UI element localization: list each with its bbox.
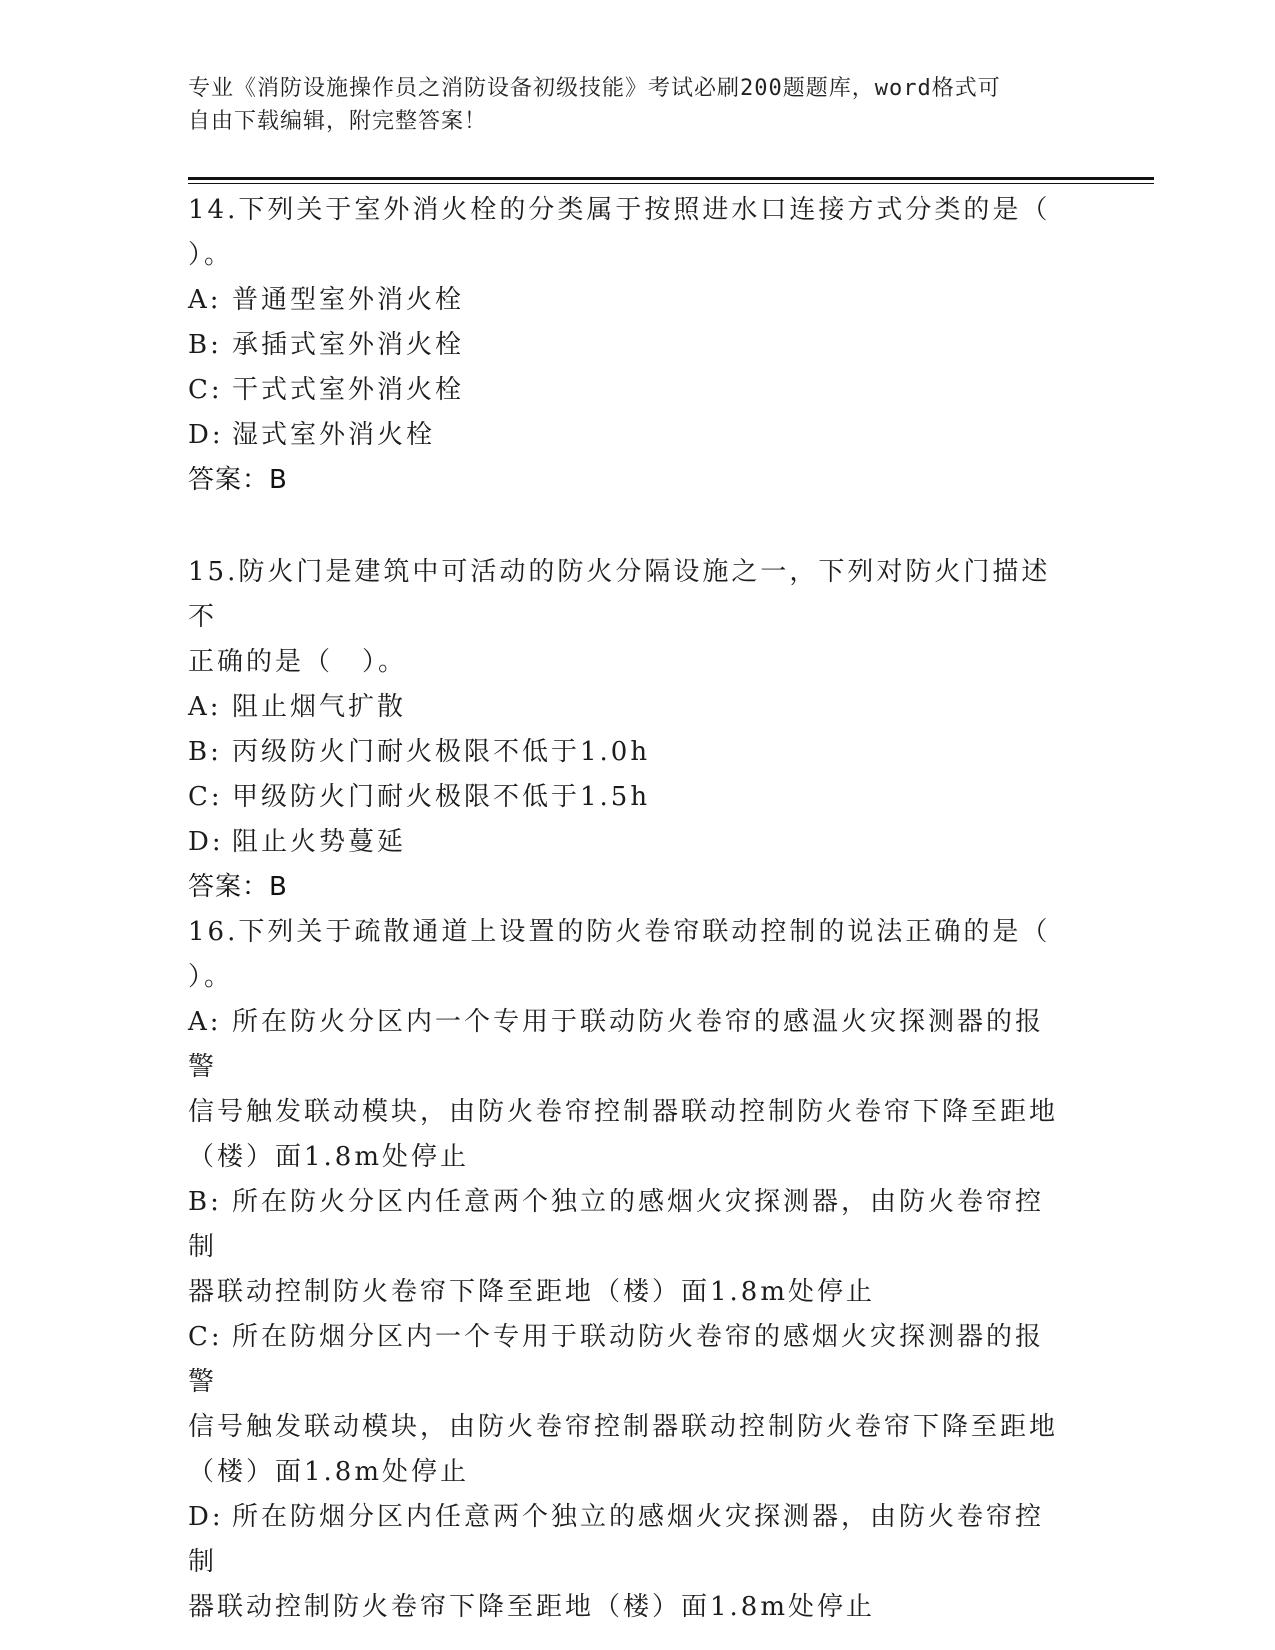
header-divider-thick	[188, 177, 1154, 180]
option-c-continuation: （楼）面1.8m处停止	[188, 1457, 470, 1487]
option-text: 阻止火势蔓延	[232, 827, 407, 857]
option-c	[188, 775, 1068, 820]
question-15	[188, 550, 1068, 910]
option-text: 湿式室外消火栓	[232, 420, 436, 450]
question-stem-line: 15.防火门是建筑中可活动的防火分隔设施之一，下列对防火门描述不	[188, 557, 1051, 632]
option-letter: A:	[188, 692, 222, 722]
answer: 答案：B	[188, 465, 288, 495]
option-a	[188, 1000, 1068, 1090]
option-text: 干式式室外消火栓	[232, 375, 465, 405]
option-a-continuation: （楼）面1.8m处停止	[188, 1142, 470, 1172]
option-text: 所在防烟分区内一个专用于联动防火卷帘的感烟火灾探测器的报警	[188, 1322, 1045, 1397]
option-letter: B:	[188, 737, 222, 767]
option-d-continuation: 器联动控制防火卷帘下降至距地（楼）面1.8m处停止	[188, 1592, 876, 1622]
header-divider-thin	[188, 183, 1154, 184]
option-b-continuation: 器联动控制防火卷帘下降至距地（楼）面1.8m处停止	[188, 1277, 876, 1307]
question-stem-line: 正确的是（ ）。	[188, 647, 408, 677]
option-text: 承插式室外消火栓	[232, 330, 465, 360]
option-text: 丙级防火门耐火极限不低于1.0h	[232, 737, 651, 767]
option-text: 所在防火分区内任意两个独立的感烟火灾探测器，由防火卷帘控制	[188, 1187, 1045, 1262]
option-b	[188, 1180, 1068, 1270]
answer: 答案：B	[188, 872, 288, 902]
option-text: 所在防烟分区内任意两个独立的感烟火灾探测器，由防火卷帘控制	[188, 1502, 1045, 1577]
option-letter: C:	[188, 1322, 223, 1352]
option-text: 普通型室外消火栓	[232, 285, 465, 315]
option-b	[188, 730, 1068, 775]
option-c	[188, 368, 1068, 413]
question-stem-line: ）。	[188, 240, 234, 270]
header-line: 自由下载编辑，附完整答案！	[188, 109, 488, 134]
option-c	[188, 1315, 1068, 1405]
option-letter: B:	[188, 1187, 222, 1217]
option-text: 所在防火分区内一个专用于联动防火卷帘的感温火灾探测器的报警	[188, 1007, 1045, 1082]
option-a	[188, 278, 1068, 323]
option-letter: D:	[188, 1502, 224, 1532]
question-14	[188, 188, 1068, 503]
option-d	[188, 413, 1068, 458]
option-letter: C:	[188, 782, 223, 812]
question-stem-line: ）。	[188, 962, 234, 992]
option-letter: D:	[188, 420, 224, 450]
option-letter: A:	[188, 1007, 222, 1037]
option-a	[188, 685, 1068, 730]
option-text: 甲级防火门耐火极限不低于1.5h	[232, 782, 651, 812]
header-line: 专业《消防设施操作员之消防设备初级技能》考试必刷200题题库，word格式可	[188, 76, 1001, 101]
option-letter: C:	[188, 375, 223, 405]
option-a-continuation: 信号触发联动模块，由防火卷帘控制器联动控制防火卷帘下降至距地	[188, 1097, 1059, 1127]
option-d	[188, 1495, 1068, 1585]
question-stem-line: 14.下列关于室外消火栓的分类属于按照进水口连接方式分类的是（	[188, 195, 1051, 225]
question-stem-line: 16.下列关于疏散通道上设置的防火卷帘联动控制的说法正确的是（	[188, 917, 1051, 947]
option-letter: D:	[188, 827, 224, 857]
option-b	[188, 323, 1068, 368]
option-text: 阻止烟气扩散	[232, 692, 407, 722]
option-letter: A:	[188, 285, 222, 315]
document-header	[188, 72, 1068, 138]
question-16	[188, 910, 1068, 1630]
option-letter: B:	[188, 330, 222, 360]
option-c-continuation: 信号触发联动模块，由防火卷帘控制器联动控制防火卷帘下降至距地	[188, 1412, 1059, 1442]
option-d	[188, 820, 1068, 865]
